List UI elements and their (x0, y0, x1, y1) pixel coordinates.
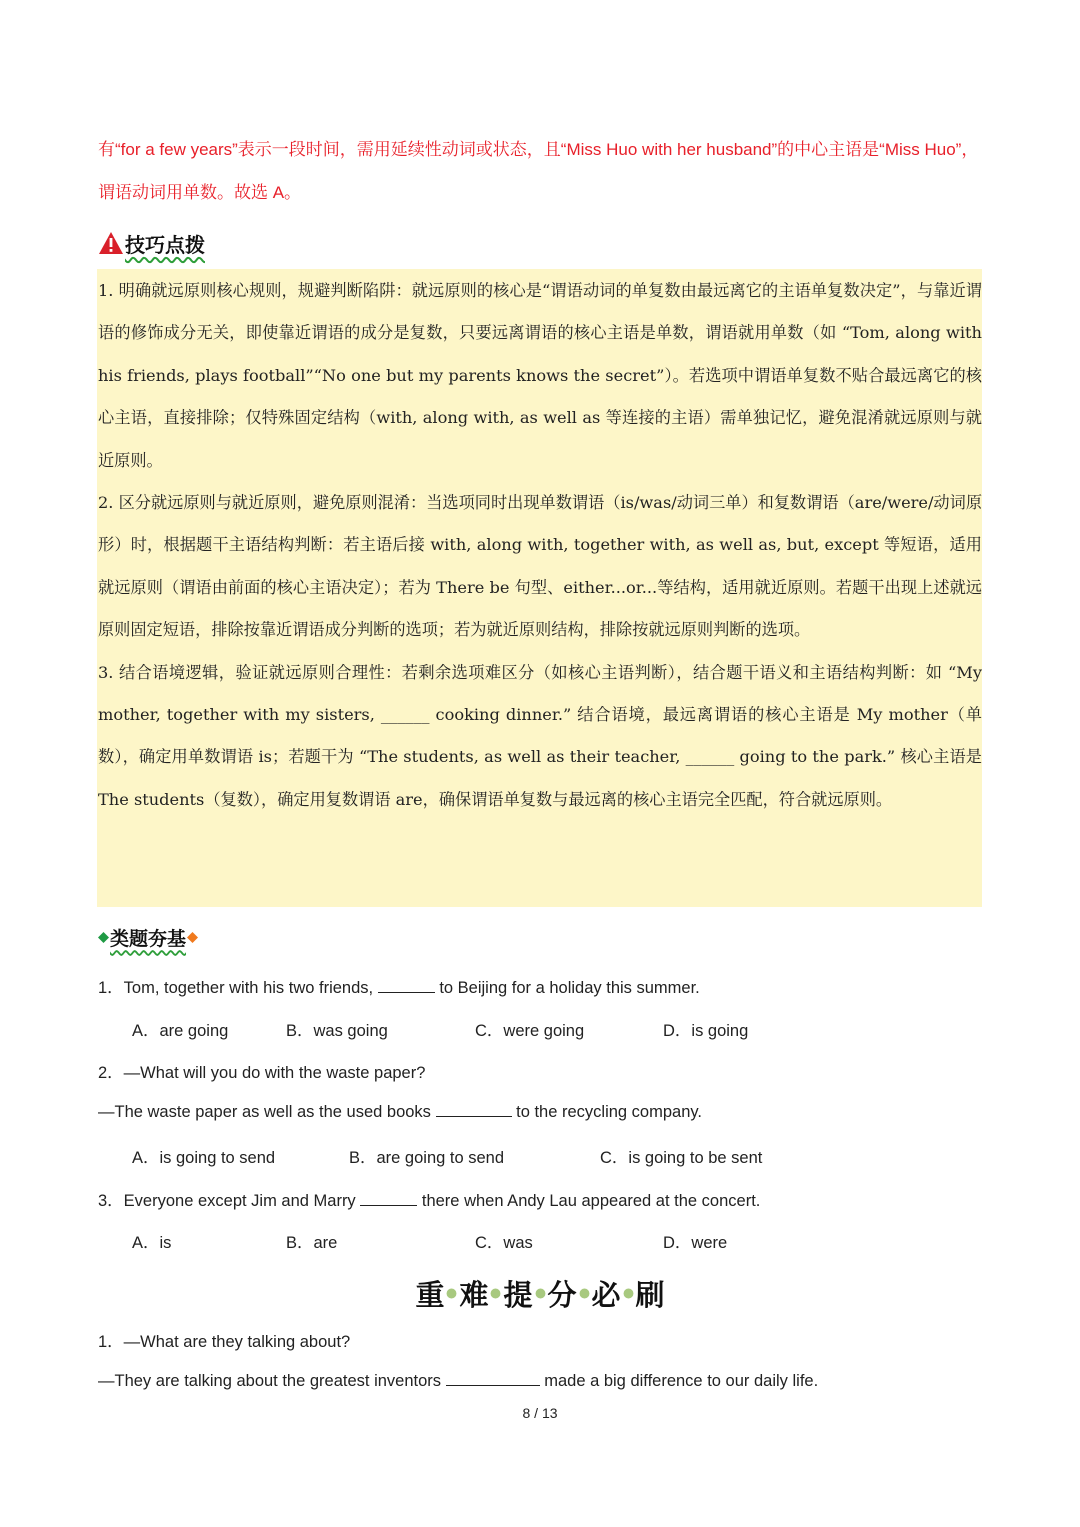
section-heading-char: 难 (459, 1277, 489, 1312)
answer-blank (436, 1102, 512, 1117)
orange-diamond-icon (187, 932, 198, 943)
warning-icon (98, 231, 124, 255)
answer-blank (360, 1191, 417, 1206)
section-heading-char: 重 (415, 1277, 445, 1312)
question-3-option-a: A．is (132, 1234, 172, 1252)
section-question-1-stem: 1．—What are they talking about? (98, 1333, 351, 1351)
tip-heading (98, 228, 205, 258)
tip-content (98, 270, 982, 821)
answer-blank (446, 1371, 540, 1386)
page-number: 8 / 13 (522, 1405, 558, 1421)
question-3-stem: 3．Everyone except Jim and Marry there when Andy Lau appeared at the concert. (98, 1192, 761, 1210)
question-1-stem: 1．Tom, together with his two friends, to Beijing for a holiday this summer. (98, 979, 700, 997)
section-heading (0, 1270, 1080, 1316)
question-2-line-2: —The waste paper as well as the used books to the recycling company. (98, 1103, 702, 1121)
bullet-dot-icon (579, 1288, 590, 1299)
bullet-dot-icon (535, 1288, 546, 1299)
question-1-option-c: C．were going (475, 1022, 585, 1040)
green-diamond-icon (98, 932, 109, 943)
bullet-dot-icon (623, 1288, 634, 1299)
tip-paragraph-2: 2. 区分就远原则与就近原则，避免原则混淆：当选项同时出现单数谓语（is/was/动词三单）和复数谓语（are/were/动词原形）时，根据题干主语结构判断：若主语后接 with, along with, together with, as well as, but, except 等短语，适用就远原则（谓语由前面的核心主语决定）；若为 There be 句型、either...or...等结构，适用就近原则。若题干出现上述就远原则固定短语，排除按靠近谓语成分判断的选项；若为就近原则结构，排除按就远原则判断的选项。 (98, 493, 982, 640)
question-1-option-d: D．is going (663, 1022, 749, 1040)
question-3-option-d: D．were (663, 1234, 728, 1252)
section-heading-char: 提 (503, 1277, 533, 1312)
question-2-stem: 2．—What will you do with the waste paper? (98, 1064, 426, 1082)
bullet-dot-icon (446, 1288, 457, 1299)
practice-heading-label: 类题夯基 (110, 928, 187, 950)
question-1-option-a: A．are going (132, 1022, 229, 1040)
explanation-text: 有“for a few years”表示一段时间，需用延续性动词或状态，且“Miss Huo with her husband”的中心主语是“Miss Huo”，谓语动词用单数。故选 A。 (98, 140, 979, 202)
question-3-option-c: C．was (475, 1234, 533, 1252)
section-question-1-line-2: —They are talking about the greatest inventors made a big difference to our daily life. (98, 1372, 819, 1390)
practice-heading (98, 922, 198, 952)
section-heading-char: 刷 (635, 1277, 665, 1312)
tip-paragraph-3: 3. 结合语境逻辑，验证就远原则合理性：若剩余选项难区分（如核心主语判断），结合题干语义和主语结构判断：如 “My mother, together with my sisters, ______ cooking dinner.” 结合语境，最远离谓语的核心主语是 My mother（单数），确定用单数谓语 is；若题干为 “The students, as well as their teacher, ______ going to the park.” 核心主语是 The students（复数），确定用复数谓语 are，确保谓语单复数与最远离的核心主语完全匹配，符合就远原则。 (98, 662, 982, 809)
tip-paragraph-1: 1. 明确就远原则核心规则，规避判断陷阱：就远原则的核心是“谓语动词的单复数由最远离它的主语单复数决定”，与靠近谓语的修饰成分无关，即使靠近谓语的成分是复数，只要远离谓语的核心主语是单数，谓语就用单数（如 “Tom, along with his friends, plays football”“No one but my parents knows the secret”）。若选项中谓语单复数不贴合最远离它的核心主语，直接排除；仅特殊固定结构（with, along with, as well as 等连接的主语）需单独记忆，避免混淆就远原则与就近原则。 (98, 281, 982, 470)
answer-blank (378, 978, 435, 993)
question-3-option-b: B．are (286, 1234, 338, 1252)
tip-heading-label: 技巧点拨 (125, 234, 205, 257)
bullet-dot-icon (490, 1288, 501, 1299)
question-2-option-b: B．are going to send (349, 1149, 505, 1167)
question-1-option-b: B．was going (286, 1022, 388, 1040)
question-2-option-a: A．is going to send (132, 1149, 276, 1167)
section-heading-char: 必 (591, 1277, 621, 1312)
question-2-option-c: C．is going to be sent (600, 1149, 763, 1167)
section-heading-char: 分 (547, 1277, 577, 1312)
